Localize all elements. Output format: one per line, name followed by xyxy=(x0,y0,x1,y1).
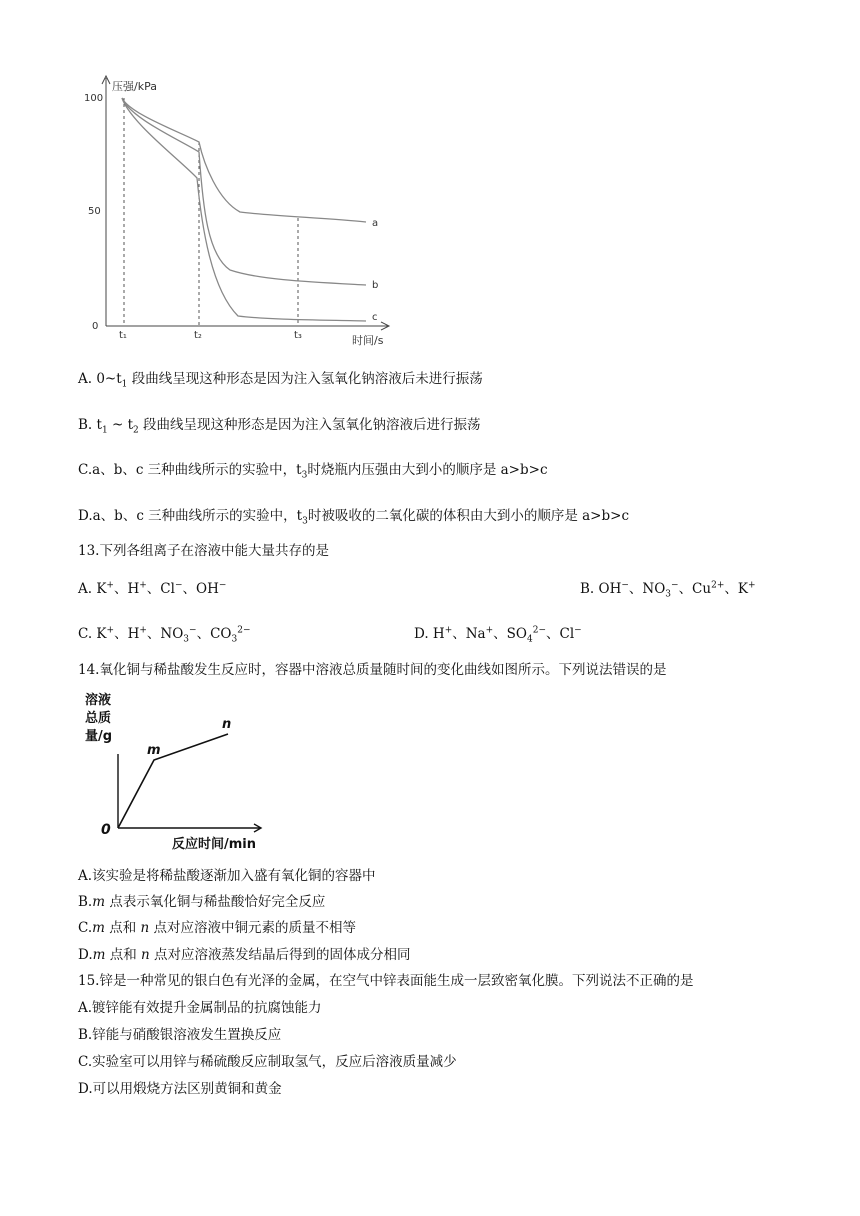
q15-option-c: C.实验室可以用锌与稀硫酸反应制取氢气，反应后溶液质量减少 xyxy=(78,1054,457,1070)
series-label-c: c xyxy=(372,312,378,323)
series-label-b: b xyxy=(372,280,379,291)
curve-c xyxy=(122,98,366,321)
q13-option-d: D. H+、Na+、$SO_4^{2-}$、Cl− xyxy=(414,625,582,645)
point-label-m: m xyxy=(147,743,161,758)
y-axis-label-line1: 溶液 xyxy=(85,693,112,708)
q13-stem: 13.下列各组离子在溶液中能大量共存的是 xyxy=(78,543,329,559)
q14-option-a: A.该实验是将稀盐酸逐渐加入盛有氧化铜的容器中 xyxy=(78,868,376,884)
q13-option-a: A. K+、H+、Cl−、OH− xyxy=(78,580,227,597)
q14-option-b: B.m 点表示氧化铜与稀盐酸恰好完全反应 xyxy=(78,894,326,910)
y-axis-label-line3: 量/g xyxy=(85,729,113,744)
q15-option-d: D.可以用煅烧方法区别黄铜和黄金 xyxy=(78,1081,282,1097)
y-axis-label-line2: 总质 xyxy=(85,711,112,726)
x-tick-label: t₃ xyxy=(294,330,302,341)
origin-label: 0 xyxy=(101,822,111,838)
q14-option-c: C.m 点和 n 点对应溶液中铜元素的质量不相等 xyxy=(78,920,357,936)
q14-stem: 14.氧化铜与稀盐酸发生反应时，容器中溶液总质量随时间的变化曲线如图所示。下列说法错误的是 xyxy=(78,662,667,678)
curve-a xyxy=(122,98,366,222)
y-tick-label: 100 xyxy=(84,93,104,104)
x-tick-label: t₂ xyxy=(194,330,202,341)
y-tick-label: 50 xyxy=(88,206,101,217)
q13-option-b: B. OH−、$NO_3^-$、$Cu^{2+}$、K+ xyxy=(580,580,756,600)
series-label-a: a xyxy=(372,218,379,229)
y-axis-label: 压强/kPa xyxy=(112,80,157,93)
q12-option-a: A. $0\sim t_1$ 段曲线呈现这种形态是因为注入氢氧化钠溶液后未进行振荡 xyxy=(78,371,483,390)
y-tick-label: 0 xyxy=(92,321,99,332)
pressure-time-chart xyxy=(70,70,400,350)
point-label-n: n xyxy=(222,717,232,732)
q12-option-d: D.a、b、c 三种曲线所示的实验中，$t_3$时被吸收的二氧化碳的体积由大到小的顺序是 a>b>c xyxy=(78,508,630,527)
solution-mass-chart xyxy=(84,684,274,854)
x-axis-label: 反应时间/min xyxy=(172,837,257,852)
q15-stem: 15.锌是一种常见的银白色有光泽的金属，在空气中锌表面能生成一层致密氧化膜。下列说法不正确的是 xyxy=(78,973,694,989)
q12-option-c: C.a、b、c 三种曲线所示的实验中，$t_3$时烧瓶内压强由大到小的顺序是 a>b>c xyxy=(78,462,548,481)
q15-option-a: A.镀锌能有效提升金属制品的抗腐蚀能力 xyxy=(78,1000,322,1016)
q15-option-b: B.锌能与硝酸银溶液发生置换反应 xyxy=(78,1027,282,1043)
mass-curve xyxy=(118,734,228,828)
x-tick-label: t₁ xyxy=(119,330,127,341)
q13-option-c: C. K+、H+、$NO_3^-$、$CO_3^{2-}$ xyxy=(78,625,251,645)
curve-b xyxy=(122,98,366,285)
x-axis-label: 时间/s xyxy=(352,334,384,347)
q12-option-b: B. $t_1$ ~ $t_2$ 段曲线呈现这种形态是因为注入氢氧化钠溶液后进行振荡 xyxy=(78,417,481,436)
q14-option-d: D.m 点和 n 点对应溶液蒸发结晶后得到的固体成分相同 xyxy=(78,947,411,963)
